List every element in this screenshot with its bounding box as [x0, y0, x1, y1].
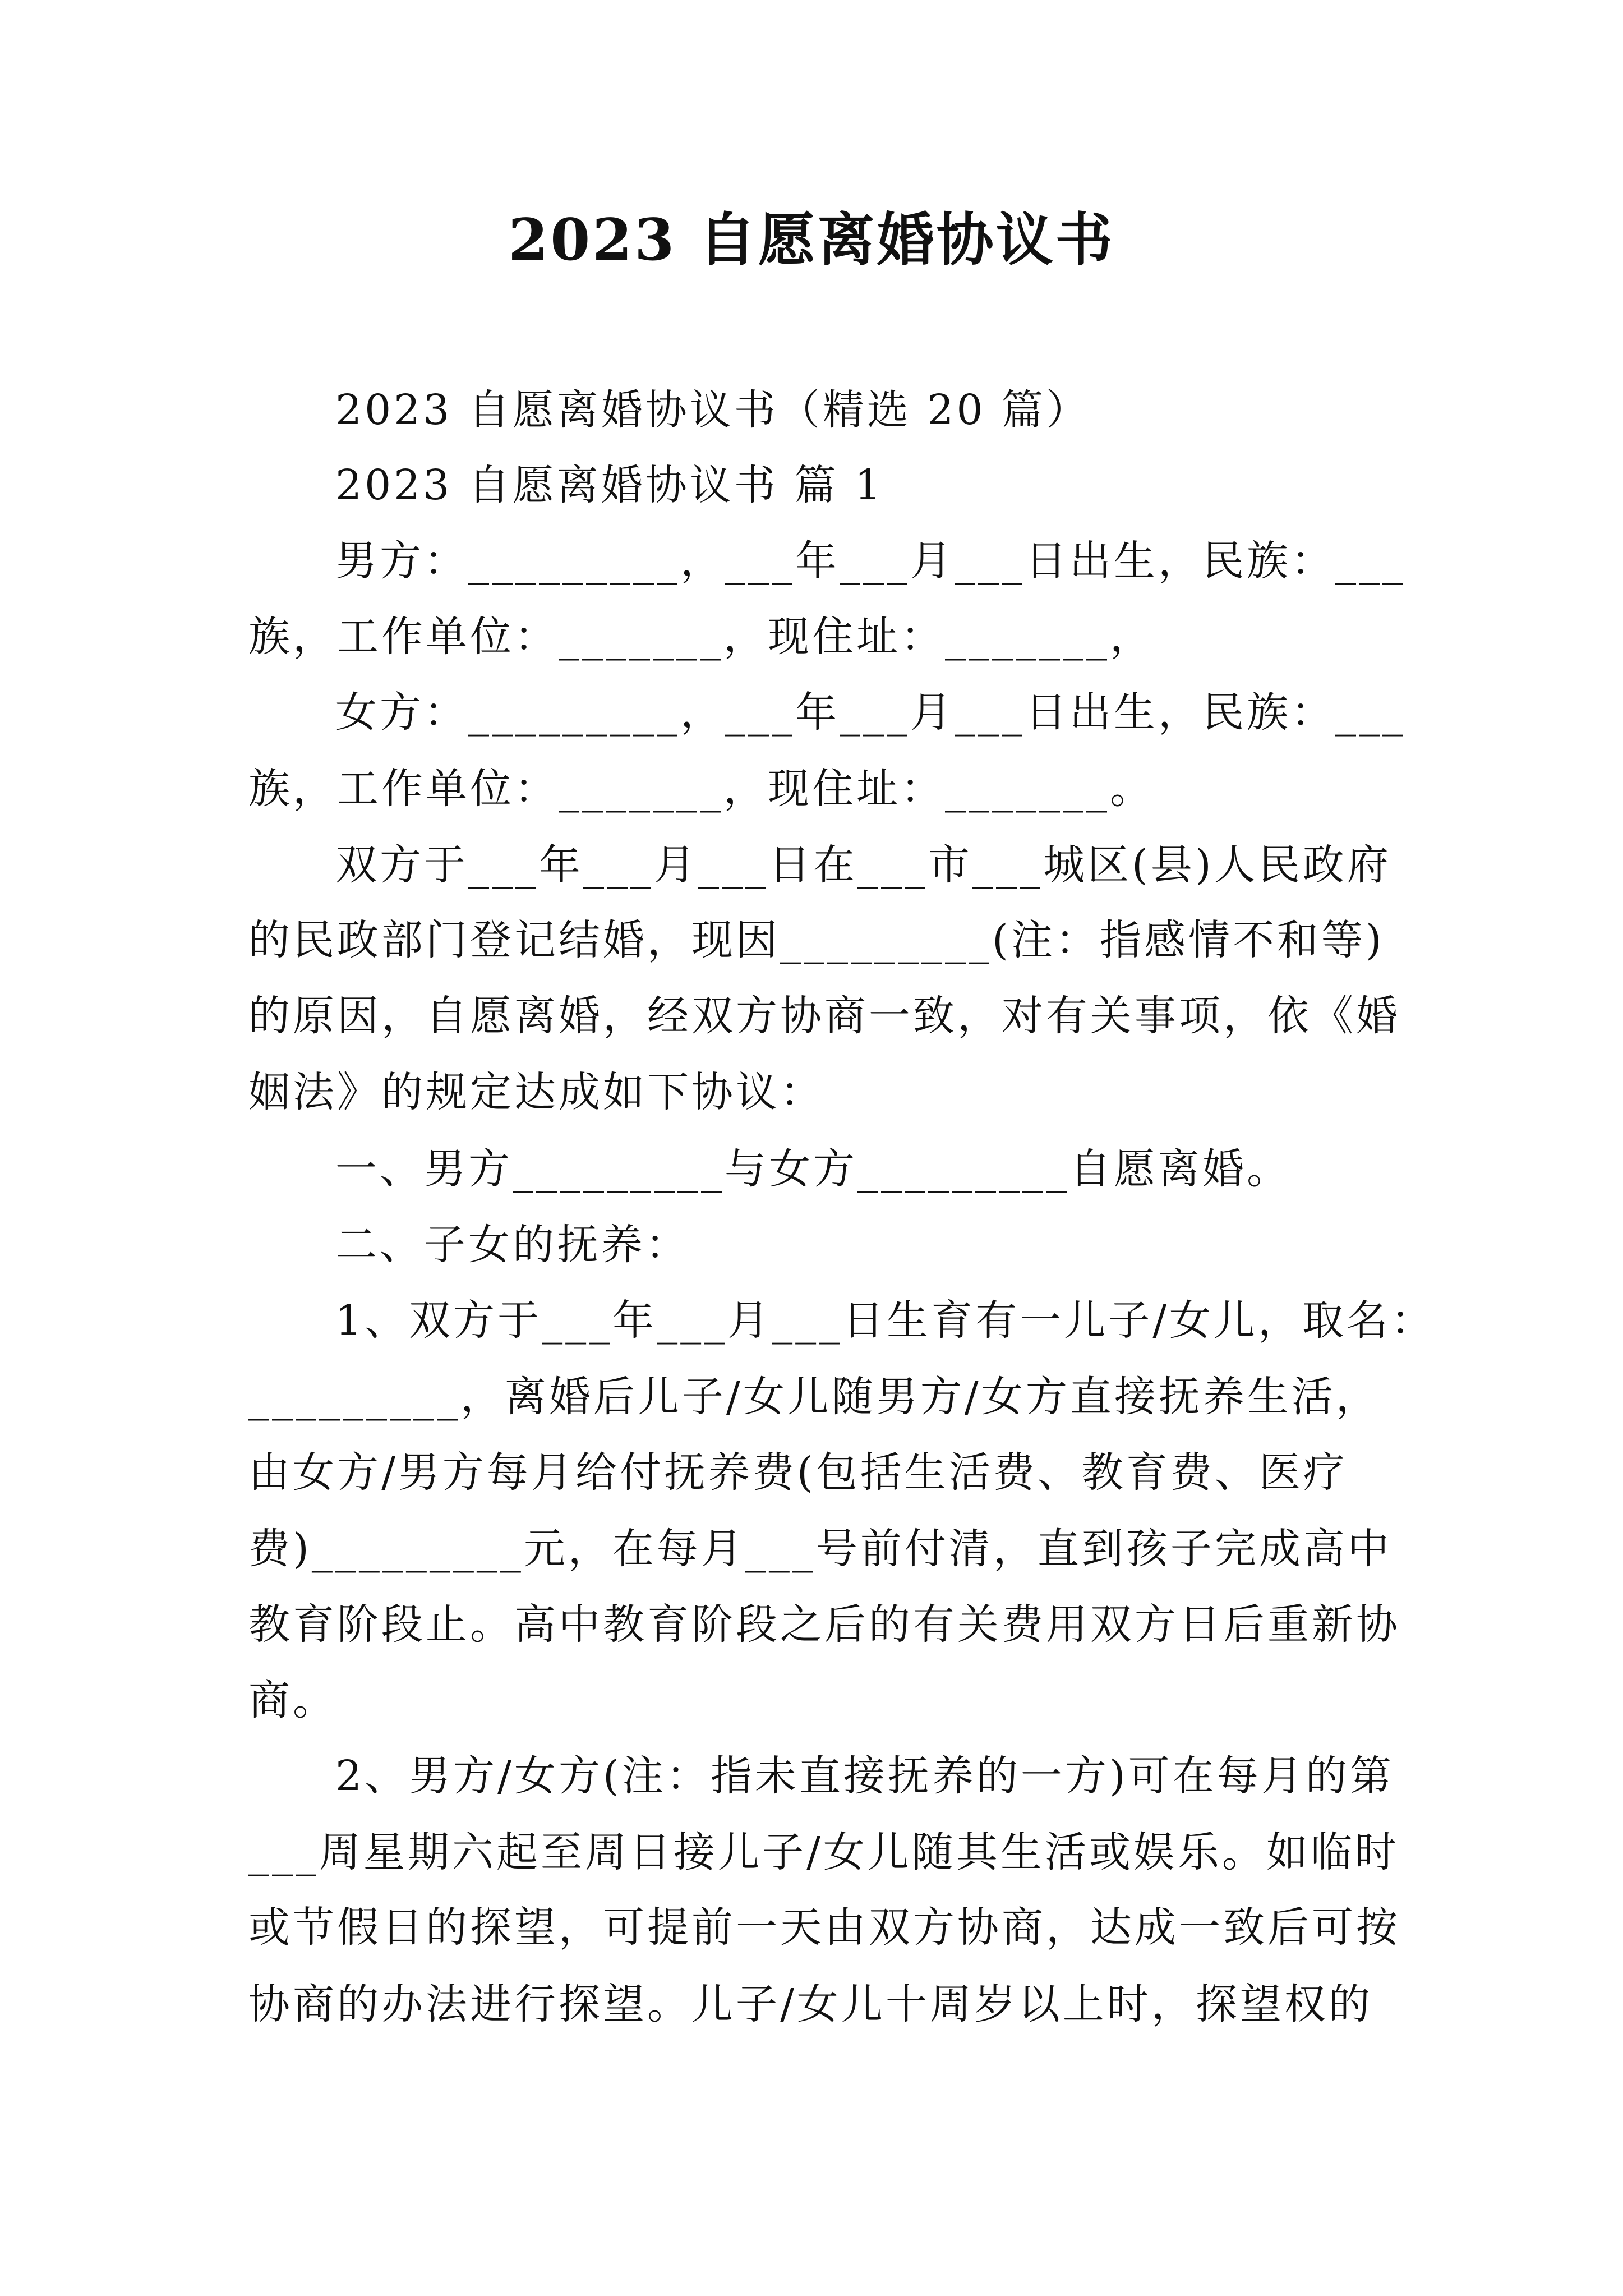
- paragraph-line: 由女方/男方每月给付抚养费(包括生活费、教育费、医疗: [248, 1448, 1348, 1497]
- paragraph-line: 2、男方/女方(注：指未直接抚养的一方)可在每月的第: [335, 1752, 1394, 1800]
- paragraph-line: _________，离婚后儿子/女儿随男方/女方直接抚养生活，: [248, 1373, 1380, 1421]
- paragraph-line: 1、双方于___年___月___日生育有一儿子/女儿，取名：: [335, 1296, 1436, 1345]
- paragraph-line: 姻法》的规定达成如下协议：: [248, 1068, 824, 1116]
- paragraph-line: 一、男方_________与女方_________自愿离婚。: [335, 1145, 1291, 1193]
- paragraph-line: 费)_________元，在每月___号前付清，直到孩子完成高中: [248, 1525, 1392, 1573]
- paragraph-line: 族，工作单位：_______，现住址：_______，: [248, 613, 1154, 661]
- paragraph-line: 商。: [248, 1676, 337, 1724]
- paragraph-line: 的民政部门登记结婚，现因_________(注：指感情不和等): [248, 916, 1385, 964]
- paragraph-line: 或节假日的探望，可提前一天由双方协商，达成一致后可按: [248, 1903, 1400, 1952]
- subtitle-line: 2023 自愿离婚协议书（精选 20 篇）: [335, 386, 1091, 434]
- paragraph-line: 男方：_________，___年___月___日出生，民族：___: [335, 537, 1406, 585]
- paragraph-line: 双方于___年___月___日在___市___城区(县)人民政府: [335, 841, 1391, 889]
- paragraph-line: 的原因，自愿离婚，经双方协商一致，对有关事项，依《婚: [248, 992, 1400, 1040]
- paragraph-line: 二、子女的抚养：: [335, 1221, 690, 1269]
- paragraph-line: 族，工作单位：_______，现住址：_______。: [248, 765, 1154, 813]
- paragraph-line: ___周星期六起至周日接儿子/女儿随其生活或娱乐。如临时: [248, 1828, 1399, 1876]
- document-title: 2023 自愿离婚协议书: [508, 206, 1115, 274]
- section-heading: 2023 自愿离婚协议书 篇 1: [335, 461, 884, 509]
- paragraph-line: 协商的办法进行探望。儿子/女儿十周岁以上时，探望权的: [248, 1980, 1373, 2028]
- paragraph-line: 女方：_________，___年___月___日出生，民族：___: [335, 688, 1406, 737]
- paragraph-line: 教育阶段止。高中教育阶段之后的有关费用双方日后重新协: [248, 1600, 1400, 1649]
